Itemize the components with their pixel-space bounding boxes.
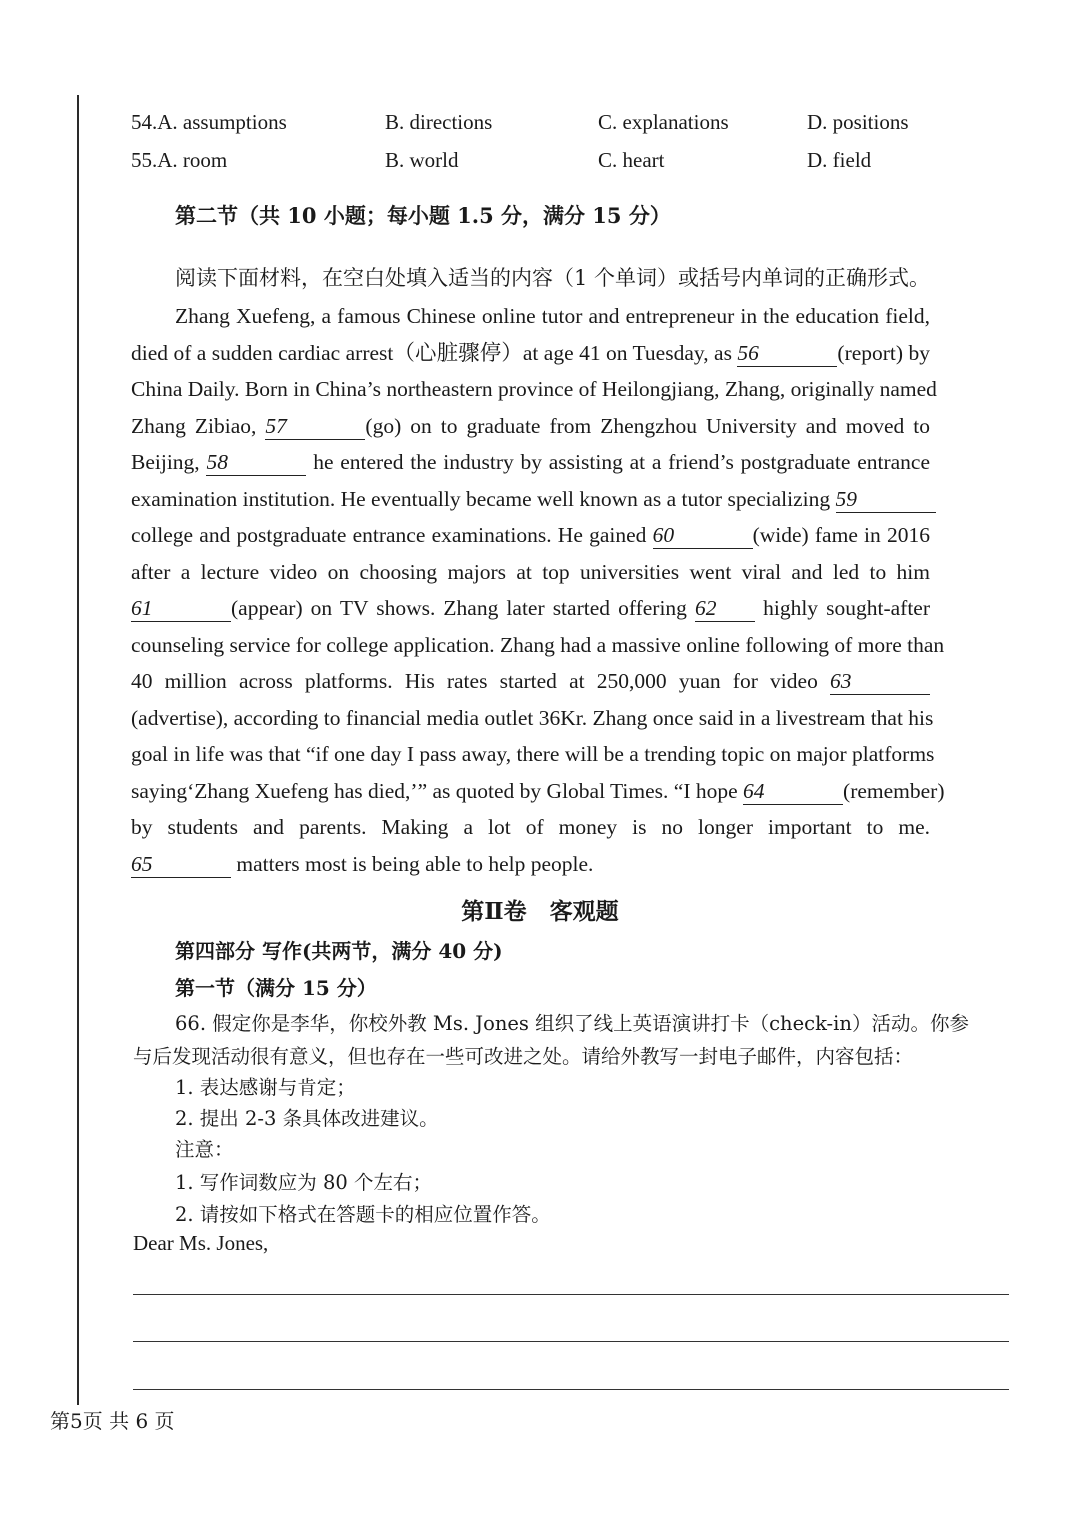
answer-blank-65[interactable]: 65 xyxy=(131,851,231,878)
task-line: 1. 表达感谢与肯定； xyxy=(175,1076,356,1099)
passage-text: (appear) on TV shows. Zhang later started offering xyxy=(231,596,696,620)
part4-title: 第四部分 写作(共两节，满分 40 分) xyxy=(175,939,503,963)
answer-blank-61[interactable]: 61 xyxy=(131,595,231,622)
passage-line xyxy=(131,663,930,700)
binding-margin-line xyxy=(77,95,79,1405)
option-d: D. field xyxy=(807,148,872,172)
answer-blank-56[interactable]: 56 xyxy=(737,340,837,367)
passage-line xyxy=(131,335,930,372)
passage-text: college and postgraduate entrance examinations. He gained xyxy=(131,523,653,547)
passage-text: (go) on to graduate from Zhengzhou University and moved to xyxy=(365,413,930,438)
passage-text: (remember) xyxy=(843,778,945,803)
passage-line xyxy=(131,444,930,481)
passage-text: (advertise), according to financial media outlet 36Kr. Zhang once said in a livestream that his xyxy=(131,705,934,730)
passage-text: (report) by xyxy=(837,340,931,365)
passage-line xyxy=(131,590,930,627)
answer-blank-58[interactable]: 58 xyxy=(206,449,306,476)
passage-text: Zhang Zibiao, xyxy=(131,413,266,438)
passage-line xyxy=(131,298,930,335)
cloze-passage xyxy=(131,298,945,882)
task-line: 1. 写作词数应为 80 个左右； xyxy=(175,1171,433,1194)
passage-line xyxy=(131,481,930,518)
option-c: C. heart xyxy=(598,148,665,172)
passage-line xyxy=(131,846,930,883)
passage-text: after a lecture video on choosing majors at top universities went viral and led to him xyxy=(131,559,930,584)
salutation: Dear Ms. Jones, xyxy=(133,1231,269,1255)
passage-line xyxy=(131,736,935,773)
option-c: C. explanations xyxy=(598,110,729,134)
passage-text: (wide) fame in 2016 xyxy=(752,523,930,547)
answer-blank-57[interactable]: 57 xyxy=(265,413,365,440)
answer-line xyxy=(133,1341,1009,1342)
passage-line xyxy=(131,627,945,664)
passage-text: died of a sudden cardiac arrest（心脏骤停）at age 41 on Tuesday, as xyxy=(131,340,738,365)
part2-title: 第Ⅱ卷 客观题 xyxy=(461,898,619,925)
passage-text: he entered the industry by assisting at a friend’s postgraduate entrance xyxy=(306,450,930,474)
passage-line xyxy=(131,809,930,846)
page-footer: 第5页 共 6 页 xyxy=(50,1409,175,1433)
passage-line xyxy=(131,773,945,810)
answer-line xyxy=(133,1389,1009,1390)
passage-text: China Daily. Born in China’s northeastern province of Heilongjiang, Zhang, originally named xyxy=(131,377,937,401)
question-55-options xyxy=(131,148,991,178)
answer-blank-63[interactable]: 63 xyxy=(830,668,930,695)
passage-text: Beijing, xyxy=(131,450,207,474)
task-line: 2. 请按如下格式在答题卡的相应位置作答。 xyxy=(175,1203,551,1226)
option-d: D. positions xyxy=(807,110,909,134)
passage-line xyxy=(131,517,930,554)
task-line: 2. 提出 2-3 条具体改进建议。 xyxy=(175,1107,439,1130)
option-a: 54.A. assumptions xyxy=(131,110,287,134)
answer-blank-64[interactable]: 64 xyxy=(743,778,843,805)
question-54-options xyxy=(131,110,991,140)
passage-line xyxy=(131,700,934,737)
section1-title: 第一节（满分 15 分） xyxy=(175,976,377,1000)
passage-text: 40 million across platforms. His rates started at 250,000 yuan for video xyxy=(131,669,830,693)
passage-text: by students and parents. Making a lot of money is no longer important to me. xyxy=(131,815,930,839)
passage-text: highly sought-after xyxy=(755,596,930,620)
passage-text: goal in life was that “if one day I pass away, there will be a trending topic on major platforms xyxy=(131,742,935,766)
option-b: B. world xyxy=(385,148,459,172)
passage-text: Zhang Xuefeng, a famous Chinese online tutor and entrepreneur in the education field, xyxy=(175,304,930,328)
passage-text: saying‘Zhang Xuefeng has died,’” as quoted by Global Times. “I hope xyxy=(131,778,744,803)
passage-text: examination institution. He eventually became well known as a tutor specializing xyxy=(131,486,836,511)
passage-text: counseling service for college application. Zhang had a massive online following of more than xyxy=(131,632,945,657)
passage-line xyxy=(131,371,937,408)
option-a: 55.A. room xyxy=(131,148,228,172)
section2-title: 第二节（共 10 小题；每小题 1.5 分，满分 15 分） xyxy=(175,203,671,228)
passage-line xyxy=(131,554,930,591)
option-b: B. directions xyxy=(385,110,493,134)
task-line: 与后发现活动很有意义，但也存在一些可改进之处。请给外教写一封电子邮件，内容包括： xyxy=(133,1045,914,1068)
passage-line xyxy=(131,408,930,445)
section2-instruction: 阅读下面材料，在空白处填入适当的内容（1 个单词）或括号内单词的正确形式。 xyxy=(175,266,931,290)
task-line: 66. 假定你是李华，你校外教 Ms. Jones 组织了线上英语演讲打卡（check-in）活动。你参 xyxy=(175,1012,969,1035)
answer-blank-60[interactable]: 60 xyxy=(653,522,753,549)
passage-text: matters most is being able to help people. xyxy=(231,851,594,876)
task-line: 注意： xyxy=(175,1138,234,1161)
answer-line xyxy=(133,1294,1009,1295)
answer-blank-62[interactable]: 62 xyxy=(695,595,755,622)
answer-blank-59[interactable]: 59 xyxy=(836,486,936,513)
